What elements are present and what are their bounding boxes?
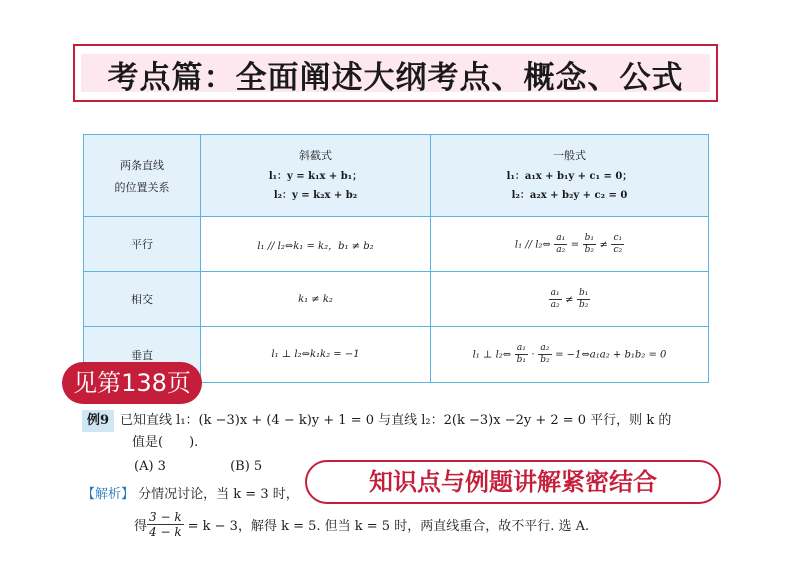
row-label-perpendicular: 垂直 [84,327,201,383]
analysis-text-1: 分情况讨论，当 k = 3 时， [138,487,299,502]
perp-general-cond: l₁ ⊥ l₂⇔ $\frac{\text{a₁}}{\text{b₁}}$ · $\frac{\text{a₂}}{\text{b₂}}$ = −1⇔a₁a₂ + b₁b₂ = 0 [431,327,709,383]
line-relation-table [83,134,709,383]
header-general-form [431,135,709,217]
banner-bottom-line [73,100,718,102]
analysis-line-1 [82,483,299,502]
intersect-general-cond: $\frac{\text{a₁}}{\text{a₂}}$ ≠ $\frac{\text{b₁}}{\text{b₂}}$ [431,272,709,327]
question-line-1: 已知直线 l₁：(k −3)x + (4 − k)y + 1 = 0 与直线 l₂：2(k −3)x −2y + 2 = 0 平行，则 k 的 [120,413,672,428]
table-row [84,272,709,327]
banner-top-line [73,44,718,46]
header-slope-intercept [201,135,431,217]
feature-callout: 知识点与例题讲解紧密结合 [305,460,721,504]
analysis-text-2: = k − 3，解得 k = 5. 但当 k = 5 时，两直线重合，故不平行. 选 A. [187,519,590,534]
perp-prefix: l₁ ⊥ l₂⇔ [472,349,512,361]
fraction: $\frac{\text{a₂}}{\text{b₂}}$ [540,343,550,365]
corner-line-2: 的位置关系 [114,180,170,194]
example-tag: 例9 [82,410,114,432]
analysis-tag: 【解析】 [82,487,135,502]
perp-suffix: = −1⇔a₁a₂ + b₁b₂ = 0 [555,349,667,361]
slope-form-head: 斜截式 [299,148,332,162]
fraction: $\frac{\text{b₁}}{\text{b₂}}$ [584,232,595,255]
fraction: $\frac{3 - k}{4 - k}$ [149,510,182,539]
option-b: (B) 5 [230,459,263,474]
fraction: $\frac{\text{c₁}}{\text{c₂}}$ [613,232,623,255]
general-form-head: 一般式 [553,148,586,162]
parallel-prefix: l₁ // l₂⇔ [514,239,551,250]
fraction: $\frac{\text{b₁}}{\text{b₂}}$ [579,287,589,310]
question-line-2: 值是( ). [132,435,199,450]
row-label-parallel: 平行 [84,217,201,272]
page-reference-badge: 见第138页 [62,362,202,404]
slope-form-line2: l₂：y = k₂x + b₂ [273,189,358,201]
answer-options [134,459,322,474]
intersect-slope-cond: k₁ ≠ k₂ [201,272,431,327]
analysis-line-2 [134,510,589,539]
section-banner [73,44,718,102]
perp-slope-cond: l₁ ⊥ l₂⇔k₁k₂ = −1 [201,327,431,383]
example-question [82,410,712,454]
banner-title: 考点篇：全面阐述大纲考点、概念、公式 [107,60,684,96]
parallel-slope-cond: l₁ // l₂⇔k₁ = k₂，b₁ ≠ b₂ [201,217,431,272]
corner-line-1: 两条直线 [120,158,164,172]
option-a: (A) 3 [134,459,166,474]
slope-form-line1: l₁：y = k₁x + b₁； [268,170,363,182]
row-label-intersect: 相交 [84,272,201,327]
general-form-line2: l₂：a₂x + b₂y + c₂ = 0 [511,189,628,201]
fraction: $\frac{\text{a₁}}{\text{a₂}}$ [556,232,566,255]
general-form-line1: l₁：a₁x + b₁y + c₁ = 0； [506,170,633,182]
table-row [84,217,709,272]
parallel-general-cond: l₁ // l₂⇔ $\frac{\text{a₁}}{\text{a₂}}$ = $\frac{\text{b₁}}{\text{b₂}}$ ≠ $\frac{\text{c₁}}{\text{c₂}}$ [431,217,709,272]
fraction: $\frac{\text{a₁}}{\text{b₁}}$ [516,343,527,365]
analysis-prefix: 得 [134,519,148,534]
table-corner [84,135,201,217]
fraction: $\frac{\text{a₁}}{\text{a₂}}$ [550,287,560,310]
